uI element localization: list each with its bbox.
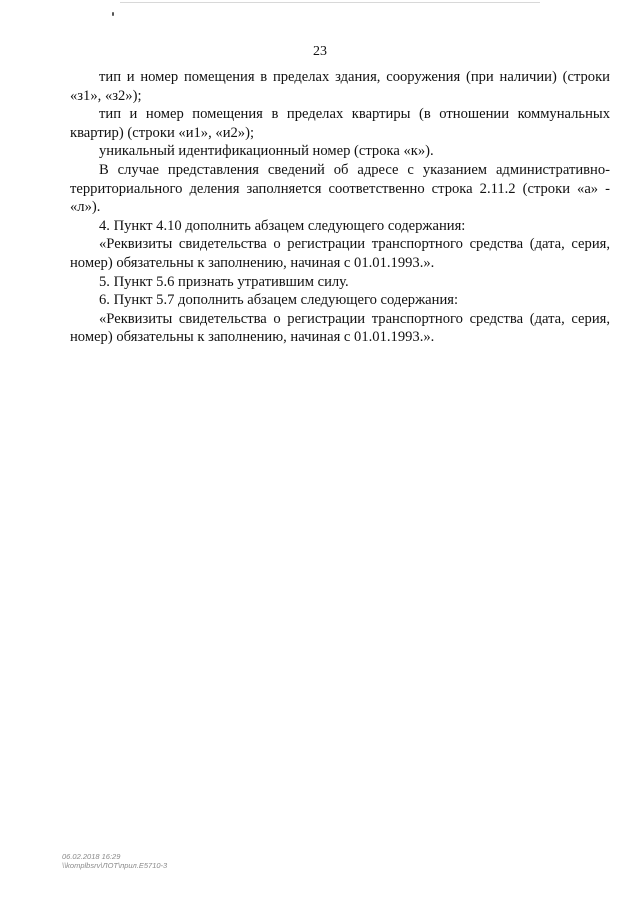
paragraph-8: 6. Пункт 5.7 дополнить абзацем следующего содержания: [99,292,459,309]
paragraph-1: тип и номер помещения в пределах здания, сооружения (при наличии) (строки «з1», «з2»); [70,69,610,104]
paragraph-7: 5. Пункт 5.6 признать утратившим силу. [99,273,349,290]
scan-edge-line [120,2,540,3]
paragraph-3: уникальный идентификационный номер (строка «к»). [99,143,434,160]
paragraph-2: тип и номер помещения в пределах квартиры (в отношении коммунальных квартир) (строки «и1», «и2»); [70,106,610,141]
paragraph-5: 4. Пункт 4.10 дополнить абзацем следующего содержания: [99,217,466,234]
page-number: 23 [313,44,327,59]
paragraph-6: «Реквизиты свидетельства о регистрации транспортного средства (дата, серия, номер) обязательны к заполнению, начиная с 01.01.1993.». [70,236,610,271]
paragraph-4: В случае представления сведений об адресе с указанием административно-территориального деления заполняется соответственно строка 2.11.2 (строки «а» - «л»). [70,161,610,216]
paragraph-9: «Реквизиты свидетельства о регистрации транспортного средства (дата, серия, номер) обязательны к заполнению, начиная с 01.01.1993.». [70,310,610,346]
footer-timestamp: 06.02.2018 16:29 [62,852,121,861]
footer-stamp [62,852,167,870]
footer-file-path: \\komplbsrv\ЛОТ\прил.Е5710-3 [62,861,168,870]
scan-mark [112,12,114,16]
document-body [70,68,610,347]
